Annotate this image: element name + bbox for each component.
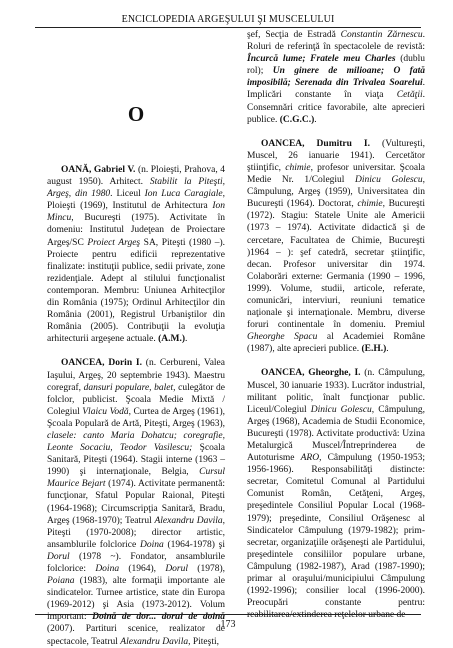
author-signature: (C.G.C.) (279, 114, 315, 125)
author-signature: (A.M.) (158, 334, 186, 345)
page-header (35, 13, 421, 28)
entry-continuation: şef, Secţia de Estradă Constantin Zărnescu. Roluri de referinţă în spectacolele de revistă: Încurcă lume; Fratele meu Charles (dublu rol); Un ginere de milioane; O fată imposibilă; Serenada din Trivalea Soarelui. Implicări constante în viaţa Cetăţii. Consemnări critice favorabile, alte aprecieri publice. (C.G.C.). (247, 30, 426, 125)
entry-headword: OANCEA, Dorin I. (61, 358, 142, 369)
author-signature: (E.H.) (361, 344, 387, 355)
section-letter: O (127, 102, 145, 126)
page-number: 173 (220, 619, 236, 630)
left-column (47, 36, 225, 648)
page-footer (35, 614, 421, 630)
entry-headword: OANĂ, Gabriel V. (61, 165, 136, 175)
entry-headword: OANCEA, Dumitru I. (261, 138, 371, 149)
entry-oana-gabriel: OANĂ, Gabriel V. (n. Ploieşti, Prahova, 4 august 1950). Arhitect. Stabilit la Piteşti, Argeş, din 1980. Liceul Ion Luca Caragiale, Ploieşti (1969), Institutul de Arhitectura Ion Mincu, Bucureşti (1975). Activitate în domeniu: Institutul Judeţean de Proiectare Argeş/SC Proiect Argeş SA, Piteşti (1980 –). Proiecte pentru edificii reprezentative finalizate: instituţii publice, sedii private, zone rezidenţiale. Adept al stilului funcţionalist contemporan. Membru: Uniunea Arhitecţilor din România (1975); Ordinul Arhitecţilor din România (2001), Registrul Urbaniştilor din România (2005). Contribuţii la evoluţia arhitecturii argeşene actuale. (A.M.). (47, 165, 226, 345)
entry-oancea-gheorghe: OANCEA, Gheorghe, I. (n. Câmpulung, Muscel, 30 ianuarie 1933). Lucrător industrial, militant politic, înalt funcţionar public. Liceul/Colegiul Dinicu Golescu, Câmpulung, Argeş (1968), Academia de Studii Economice, Bucureşti (1978). Activitate productivă: Uzina Metalurgică Muscel/Întreprinderea de Autoturisme ARO, Câmpulung (1950-1953; 1956-1966). Responsabilităţi distincte: secretar, Comitetul Comunal al Partidului Comunist Român, Cetăţeni, Argeş, preşedintele Consiliul Popular Local (1968-1979); preşedinte, Consiliul Orăşenesc al Sindicatelor Câmpulung (1979-1982); prim-secretar, organizaţiile orăşeneşti ale Partidului, preşedintele consiliilor populare urbane, Câmpulung (1982-1987), Arad (1987-1990); primar al oraşului/municipiului Câmpulung (1992-1996); consilier local (1996-2000). Preocupări constante pentru: reabilitarea/extinderea reţelelor urbane de (247, 368, 425, 621)
entry-oancea-dumitru: OANCEA, Dumitru I. (Vultureşti, Muscel, 26 ianuarie 1941). Cercetător ştiinţific, chimie, profesor universitar. Şcoala Medie Nr. 1/Colegiul Dinicu Golescu, Câmpulung, Argeş (1959), Universitatea din Bucureşti (1964). Doctorat, chimie, Bucureşti (1972). Stagiu: Statele Unite ale Americii (1973 – 1974). Activitate didactică şi de cercetare, Facultatea de Chimie, Bucureşti )1964 – ): şef catedră, secretar ştiinţific, decan. Profesor universitar din 1974. Colaborări externe: Germania (1990 – 1996, 1999). Volume, studii, articole, referate, comunicări, interviuri, reuniuni tematice naţionale şi internaţionale. Membru, diverse foruri continentale în domeniu. Premiul Gheorghe Spacu al Academiei Române (1987), alte aprecieri publice. (E.H.). (247, 138, 426, 355)
entry-oancea-dorin: OANCEA, Dorin I. (n. Cerbureni, Valea Iaşului, Argeş, 20 septembrie 1943). Maestru coregraf, dansuri populare, balet, culegător de folclor, publicist. Şcoala Medie Mixtă / Colegiul Vlaicu Vodă, Curtea de Argeş (1961), Şcoala Populară de Artă, Piteşti, Argeş (1963), clasele: canto Maria Dohatcu; coregrafie, Leonte Socaciu, Teodor Vasilescu; Şcoala Sanitară, Piteşti (1964). Stagii interne (1963 – 1990) şi internaţionale, Belgia, Cursul Maurice Bejart (1974). Activitate permanentă: funcţionar, Sfatul Popular Raional, Piteşti (1964-1968); Circumscripţia Sanitară, Bradu, Argeş (1968-1970); Teatrul Alexandru Davila, Piteşti (1970-2008); director artistic, ansamblurile folclorice Doina (1964-1978) şi Dorul (1978 ~). Fondator, ansamblurile folclorice: Doina (1964), Dorul (1978), Poiana (1983), alte formaţii importante ale sindicatelor. Turnee artistice, state din Europa (1969-2012) şi Asia (1973-2012). Volum important: Doină de dor... dorul de doină (2007). Partituri scenice, realizator de spectacole, Teatrul Alexandru Davila, Piteşti, (47, 358, 226, 647)
encyclopedia-title: ENCICLOPEDIA ARGEŞULUI ŞI MUSCELULUI (121, 14, 335, 25)
right-column (247, 29, 425, 621)
entry-headword: OANCEA, Gheorghe, I. (261, 368, 361, 379)
